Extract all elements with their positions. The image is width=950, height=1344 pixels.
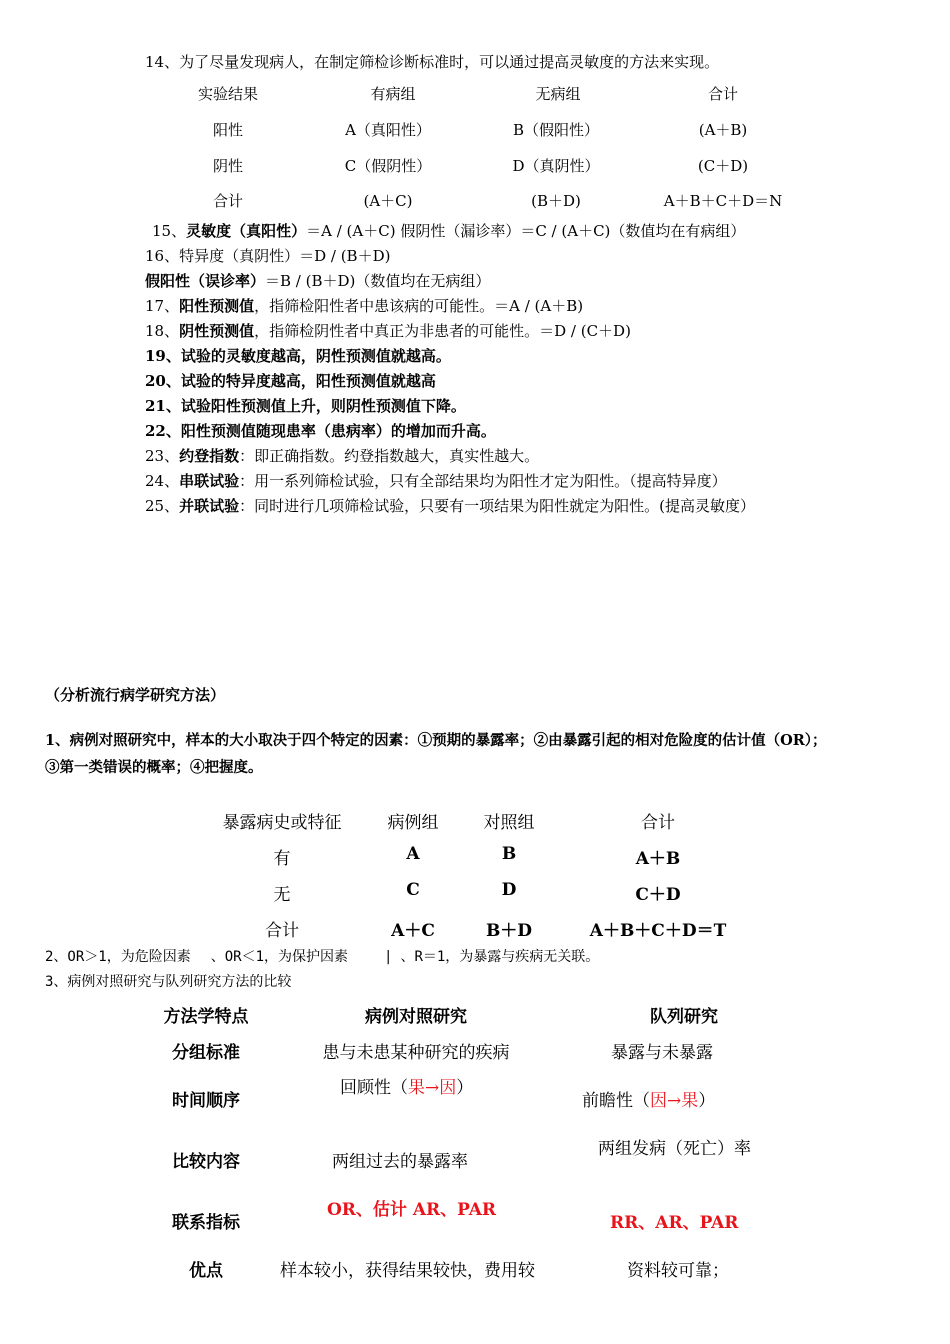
term-serial-test: 串联试验 <box>179 472 240 490</box>
table-header-total: 合计 <box>641 813 675 833</box>
table-cell: 无 <box>273 885 291 905</box>
item-20: 20、试验的特异度越高，阳性预测值就越高 <box>145 372 436 390</box>
time-cohort-prefix: 前瞻性（ <box>582 1091 650 1111</box>
table-header-result: 实验结果 <box>197 85 258 103</box>
time-cohort-arrow-text: 因→果 <box>650 1091 699 1111</box>
content-cohort: 两组发病（死亡）率 <box>598 1139 751 1159</box>
term-ppv: 阳性预测值 <box>179 297 255 315</box>
content-case-control: 两组过去的暴露率 <box>332 1152 468 1172</box>
or-equal-text: 、R＝1，为暴露与疾病无关联。 <box>400 949 600 965</box>
row-label-index: 联系指标 <box>172 1213 240 1233</box>
table-cell: B <box>501 844 517 864</box>
item-num: 25、 <box>145 497 180 515</box>
time-cc-arrow-text: 果→因 <box>408 1078 457 1098</box>
item-num: 23、 <box>145 447 180 465</box>
term-npv: 阴性预测值 <box>179 322 255 340</box>
or-less-text: 、OR＜1，为保护因素 <box>210 949 349 965</box>
item-text: ＝A / (A＋C) 假阴性（漏诊率）＝C / (A＋C)（数值均在有病组） <box>306 222 746 240</box>
item-text: ＝B / (B＋D)（数值均在无病组） <box>265 272 491 290</box>
table-cell: B（假阳性） <box>512 121 600 139</box>
merit-cohort: 资料较可靠； <box>627 1261 729 1281</box>
item-num: 18、 <box>145 322 180 340</box>
table-header-exposure: 暴露病史或特征 <box>222 813 342 833</box>
table-cell: A＋B <box>635 849 681 869</box>
compare-header-cohort: 队列研究 <box>650 1007 718 1027</box>
item-18 <box>145 321 631 341</box>
grouping-case-control: 患与未患某种研究的疾病 <box>322 1043 510 1063</box>
table-cell: 阳性 <box>212 121 243 139</box>
table-cell: 合计 <box>212 192 243 210</box>
item-num: 24、 <box>145 472 180 490</box>
time-cohort <box>582 1086 715 1111</box>
grouping-cohort: 暴露与未暴露 <box>611 1043 713 1063</box>
item-24 <box>145 471 727 491</box>
table-cell: (A＋C) <box>363 192 413 210</box>
item-19: 19、试验的灵敏度越高，阴性预测值就越高。 <box>145 347 451 365</box>
table-cell: (A＋B) <box>698 121 748 139</box>
or-greater-text: 2、OR＞1，为危险因素 <box>45 949 191 965</box>
time-cc-suffix: ） <box>456 1078 474 1098</box>
term-sensitivity: 灵敏度（真阳性） <box>186 222 307 240</box>
time-cc-prefix: 回顾性（ <box>340 1078 408 1098</box>
time-cohort-suffix: ） <box>698 1091 716 1111</box>
item-num: 15、 <box>152 222 187 240</box>
term-youden: 约登指数 <box>179 447 240 465</box>
table-cell: 合计 <box>265 921 299 941</box>
item-25 <box>145 496 755 516</box>
table-cell: B＋D <box>485 921 533 941</box>
item-1-line-1: 1、病例对照研究中，样本的大小取决于四个特定的因素：①预期的暴露率；②由暴露引起的相对危险度的估计值（OR）； <box>45 732 827 749</box>
item-text: ：即正确指数。约登指数越大，真实性越大。 <box>239 447 540 465</box>
merit-case-control: 样本较小，获得结果较快，费用较 <box>280 1261 535 1281</box>
item-23 <box>145 446 539 466</box>
compare-header-feature: 方法学特点 <box>163 1007 249 1027</box>
table-cell: 有 <box>273 849 291 869</box>
row-label-time: 时间顺序 <box>172 1091 240 1111</box>
table-cell: A＋B＋C＋D＝N <box>663 192 783 210</box>
item-text: ：用一系列筛检试验，只有全部结果均为阳性才定为阳性。（提高特异度） <box>239 472 727 490</box>
row-label-merit: 优点 <box>189 1261 223 1281</box>
table-header-total: 合计 <box>707 85 738 103</box>
table-cell: A <box>406 844 420 864</box>
item-17 <box>145 296 583 316</box>
item-text: ，指筛检阴性者中真正为非患者的可能性。＝D / (C＋D) <box>254 322 631 340</box>
table-cell: (B＋D) <box>531 192 581 210</box>
table-header-case: 病例组 <box>387 813 439 833</box>
row-label-content: 比较内容 <box>172 1152 240 1172</box>
row-label-grouping: 分组标准 <box>172 1043 240 1063</box>
table-header-control: 对照组 <box>483 813 535 833</box>
table-cell: A（真阳性） <box>345 121 431 139</box>
item-3: 3、病例对照研究与队列研究方法的比较 <box>45 974 292 990</box>
table-cell: C＋D <box>635 885 681 905</box>
table-cell: C <box>406 880 420 900</box>
item-15 <box>152 221 745 241</box>
term-parallel-test: 并联试验 <box>179 497 240 515</box>
table-cell: 阴性 <box>212 157 243 175</box>
item-21: 21、试验阳性预测值上升，则阴性预测值下降。 <box>145 397 466 415</box>
item-22: 22、阳性预测值随现患率（患病率）的增加而升高。 <box>145 422 496 440</box>
item-text: ，指筛检阳性者中患该病的可能性。＝A / (A＋B) <box>254 297 584 315</box>
table-cell: D（真阴性） <box>512 157 600 175</box>
item-num: 17、 <box>145 297 180 315</box>
table-cell: D <box>501 880 517 900</box>
item-2 <box>45 947 599 967</box>
table-header-healthy: 无病组 <box>535 85 581 103</box>
table-cell: (C＋D) <box>697 157 749 175</box>
item-16: 16、特异度（真阴性）＝D / (B＋D) <box>145 247 391 265</box>
table-cell: A＋B＋C＋D＝T <box>589 921 727 941</box>
cursor-bar: | <box>384 949 393 965</box>
index-cohort: RR、AR、PAR <box>610 1213 739 1233</box>
item-text: ：同时进行几项筛检试验，只要有一项结果为阳性就定为阳性。(提高灵敏度） <box>239 497 755 515</box>
compare-header-case-control: 病例对照研究 <box>365 1007 467 1027</box>
table-cell: C（假阴性） <box>344 157 432 175</box>
term-false-positive: 假阳性（误诊率） <box>145 272 266 290</box>
item-14: 14、为了尽量发现病人，在制定筛检诊断标准时，可以通过提高灵敏度的方法来实现。 <box>145 53 720 71</box>
item-1-line-2: ③第一类错误的概率；④把握度。 <box>45 759 263 776</box>
time-case-control <box>340 1073 473 1098</box>
false-positive-line <box>145 271 490 291</box>
index-case-control: OR、估计 AR、PAR <box>327 1200 497 1220</box>
section-title: （分析流行病学研究方法） <box>45 686 226 704</box>
table-header-diseased: 有病组 <box>370 85 416 103</box>
table-cell: A＋C <box>391 921 435 941</box>
